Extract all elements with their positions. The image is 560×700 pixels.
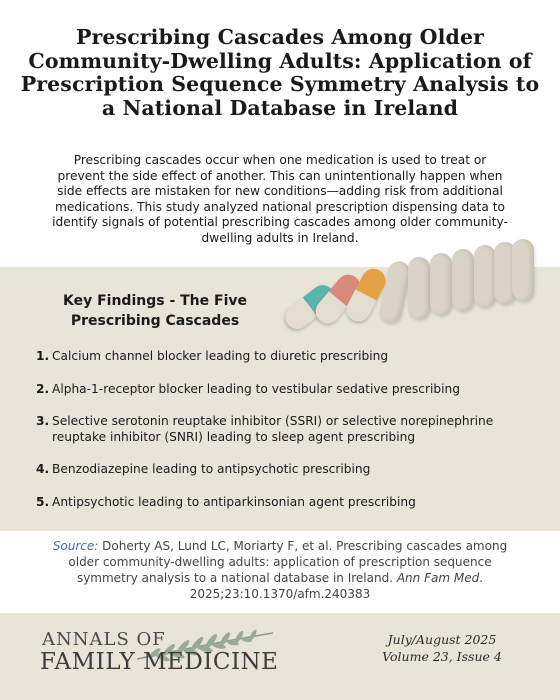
issue-info: [372, 631, 512, 665]
findings-list: [36, 349, 536, 527]
finding-item: 1. Calcium channel blocker leading to diuretic prescribing: [36, 349, 389, 363]
finding-item: 5. Antipsychotic leading to antiparkinsonian agent prescribing: [36, 494, 416, 509]
journal-logo: [40, 629, 280, 685]
footer-section: [0, 613, 560, 700]
capsule-beige: [474, 245, 496, 307]
capsule-beige: [430, 253, 452, 315]
finding-item: 2. Alpha-1-receptor blocker leading to vestibular sedative prescribing: [36, 381, 460, 396]
issue-volume: Volume 23, Issue 4: [382, 649, 502, 664]
finding-item: 4. Benzodiazepine leading to antipsychotic prescribing: [36, 462, 371, 476]
page-title: Prescribing Cascades Among Older Community-Dwelling Adults: Application of Prescription Sequence Symmetry Analysis to a National Database in Ireland: [20, 25, 540, 120]
source-label: Source:: [52, 539, 99, 553]
logo-text-bottom: FAMILY MEDICINE: [40, 649, 279, 675]
key-findings-title: Key Findings - The Five Prescribing Cascades: [63, 293, 247, 329]
finding-item: 3. Selective serotonin reuptake inhibitor (SSRI) or selective norepinephrine reuptake inhibitor (SNRI) leading to sleep agent prescribing: [36, 414, 494, 444]
capsule-beige: [512, 239, 534, 301]
key-findings-section: [0, 267, 560, 531]
issue-date: July/August 2025: [387, 632, 497, 647]
source-citation: Source: Doherty AS, Lund LC, Moriarty F, et al. Prescribing cascades among older community-dwelling adults: application of prescription sequence symmetry analysis to a national database in Ireland. Ann Fam Med. 2025;23:10.1370/afm.240383: [52, 539, 508, 601]
capsule-beige: [452, 249, 474, 311]
journal-name: Ann Fam Med: [396, 571, 480, 585]
logo-text-top: ANNALS OF: [42, 629, 166, 650]
header-section: [0, 0, 560, 267]
capsule-beige: [408, 257, 430, 319]
intro-paragraph: Prescribing cascades occur when one medication is used to treat or prevent the side effect of another. This can unintentionally happen when side effects are mistaken for new conditions—adding risk from additional medications. This study analyzed national prescription dispensing data to identify signals of potential prescribing cascades among older community-dwelling adults in Ireland.: [52, 153, 508, 245]
capsules-illustration: [280, 267, 560, 347]
